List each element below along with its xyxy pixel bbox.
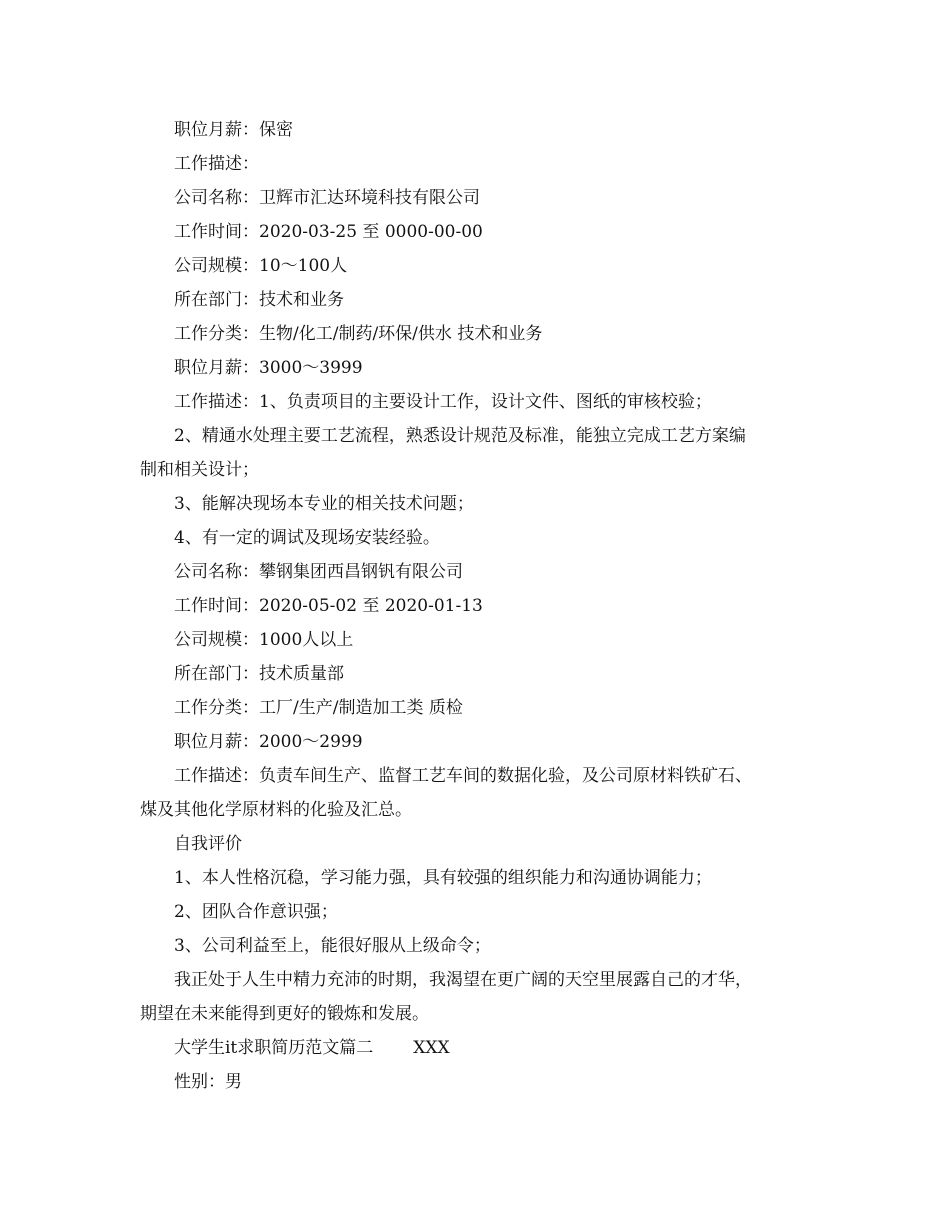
line-job-desc-1-item-3: 3、能解决现场本专业的相关技术问题； bbox=[174, 494, 474, 514]
document-body bbox=[140, 113, 820, 1099]
section-title-line bbox=[140, 1031, 820, 1065]
line-job-desc-1-item-2-cont: 制和相关设计； bbox=[140, 460, 259, 480]
line-self-evaluation-heading: 自我评价 bbox=[174, 834, 242, 854]
line-salary-2: 职位月薪：2000～2999 bbox=[174, 732, 363, 752]
line-self-statement: 我正处于人生中精力充沛的时期，我渴望在更广阔的天空里展露自己的才华， bbox=[174, 970, 752, 990]
line-job-desc-1-item-4: 4、有一定的调试及现场安装经验。 bbox=[174, 528, 440, 548]
line-department-2: 所在部门：技术质量部 bbox=[174, 664, 344, 684]
line-self-eval-3: 3、公司利益至上，能很好服从上级命令； bbox=[174, 936, 491, 956]
line-gender: 性别：男 bbox=[174, 1072, 242, 1092]
line-company-size-1: 公司规模：10～100人 bbox=[174, 256, 348, 276]
line-self-eval-1: 1、本人性格沉稳，学习能力强，具有较强的组织能力和沟通协调能力； bbox=[174, 868, 712, 888]
line-job-desc-1-item-2: 2、精通水处理主要工艺流程，熟悉设计规范及标准，能独立完成工艺方案编 bbox=[174, 426, 746, 446]
line-work-time-2: 工作时间：2020-05-02 至 2020-01-13 bbox=[174, 596, 483, 616]
section-title-name: XXX bbox=[413, 1038, 450, 1058]
line-job-category-2: 工作分类：工厂/生产/制造加工类 质检 bbox=[174, 698, 463, 718]
line-company-size-2: 公司规模：1000人以上 bbox=[174, 630, 354, 650]
line-job-desc-1: 工作描述：1、负责项目的主要设计工作，设计文件、图纸的审核校验； bbox=[174, 392, 712, 412]
line-work-time-1: 工作时间：2020-03-25 至 0000-00-00 bbox=[174, 222, 483, 242]
section-title: 大学生it求职简历范文篇二 bbox=[174, 1038, 374, 1058]
line-job-category-1: 工作分类：生物/化工/制药/环保/供水 技术和业务 bbox=[174, 324, 543, 344]
line-job-desc-2-cont: 煤及其他化学原材料的化验及汇总。 bbox=[140, 800, 412, 820]
line-job-desc-2: 工作描述：负责车间生产、监督工艺车间的数据化验，及公司原材料铁矿石、 bbox=[174, 766, 752, 786]
line-department-1: 所在部门：技术和业务 bbox=[174, 290, 344, 310]
line-self-statement-cont: 期望在未来能得到更好的锻炼和发展。 bbox=[140, 1004, 429, 1024]
line-company-name-2: 公司名称：攀钢集团西昌钢钒有限公司 bbox=[174, 562, 463, 582]
line-salary-1: 职位月薪：3000～3999 bbox=[174, 358, 363, 378]
line-self-eval-2: 2、团队合作意识强； bbox=[174, 902, 338, 922]
line-salary-confidential: 职位月薪：保密 bbox=[174, 120, 293, 140]
line-job-desc-label: 工作描述： bbox=[174, 154, 259, 174]
line-company-name-1: 公司名称：卫辉市汇达环境科技有限公司 bbox=[174, 188, 480, 208]
